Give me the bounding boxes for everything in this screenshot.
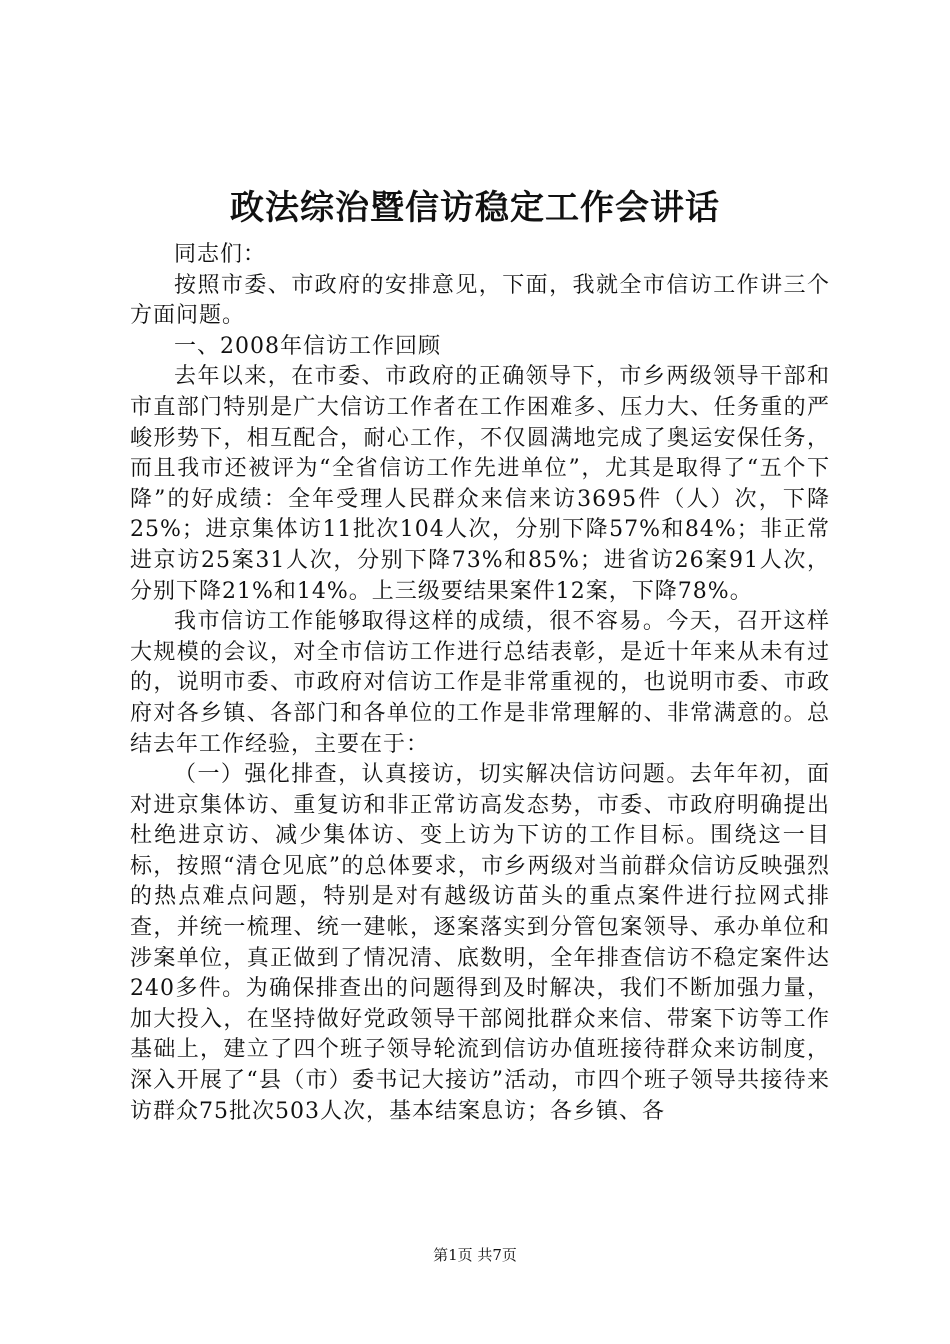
paragraph-salutation: 同志们： <box>174 242 267 267</box>
document-title: 政法综治暨信访稳定工作会讲话 <box>230 188 720 228</box>
paragraph-subsection-1: （一）强化排查，认真接访，切实解决信访问题。去年年初，面对进京集体访、重复访和非正常访高发态势，市委、市政府明确提出杜绝进京访、减少集体访、变上访为下访的工作目标。围绕这一目标，按照“清仓见底”的总体要求，市乡两级对当前群众信访反映强烈的热点难点问题，特别是对有越级访苗头的重点案件进行拉网式排查，并统一梳理、统一建帐，逐案落实到分管包案领导、承办单位和涉案单位，真正做到了情况清、底数明，全年排查信访不稳定案件达240多件。为确保排查出的问题得到及时解决，我们不断加强力量，加大投入，在坚持做好党政领导干部阅批群众来信、带案下访等工作基础上，建立了四个班子领导轮流到信访办值班接待群众来访制度，深入开展了“县（市）委书记大接访”活动，市四个班子领导共接待来访群众75批次503人次，基本结案息访；各乡镇、各 <box>130 762 830 1124</box>
paragraph-achievement: 我市信访工作能够取得这样的成绩，很不容易。今天，召开这样大规模的会议，对全市信访工作进行总结表彰，是近十年来从未有过的，说明市委、市政府对信访工作是非常重视的，也说明市委、市政府对各乡镇、各部门和各单位的工作是非常理解的、非常满意的。总结去年工作经验，主要在于： <box>130 609 830 757</box>
section-heading: 一、2008年信访工作回顾 <box>174 333 441 359</box>
paragraph-intro: 按照市委、市政府的安排意见，下面，我就全市信访工作讲三个方面问题。 <box>130 272 830 329</box>
document-body <box>130 240 830 1127</box>
paragraph-review: 去年以来，在市委、市政府的正确领导下，市乡两级领导干部和市直部门特别是广大信访工作者在工作困难多、压力大、任务重的严峻形势下，相互配合，耐心工作，不仅圆满地完成了奥运安保任务，而且我市还被评为“全省信访工作先进单位”，尤其是取得了“五个下降”的好成绩：全年受理人民群众来信来访3695件（人）次，下降25%；进京集体访11批次104人次，分别下降57%和84%；非正常进京访25案31人次，分别下降73%和85%；进省访26案91人次，分别下降21%和14%。上三级要结果案件12案，下降78%。 <box>130 364 830 604</box>
page-footer: 第1页 共7页 <box>433 1246 517 1264</box>
